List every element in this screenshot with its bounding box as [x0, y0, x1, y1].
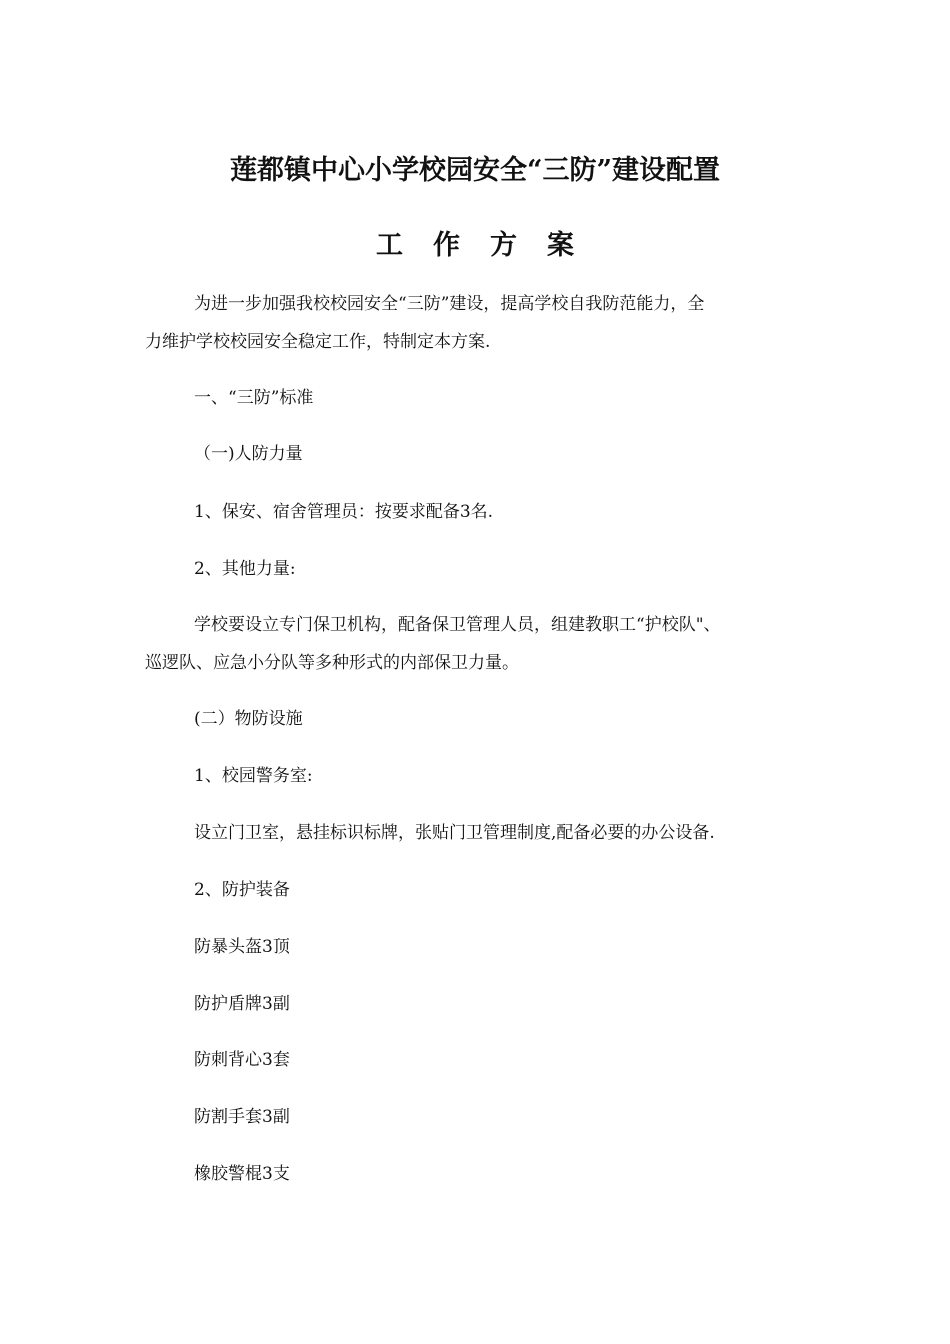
- paragraph-security-org-line1: 学校要设立专门保卫机构，配备保卫管理人员，组建教职工“护校队"、: [194, 615, 721, 635]
- document-title: 莲都镇中心小学校园安全“三防”建设配置: [229, 155, 721, 186]
- list-item-police-room: 1、校园警务室:: [194, 766, 313, 786]
- document-subtitle: 工作方案: [376, 230, 604, 261]
- subsection-heading-manpower: （一)人防力量: [194, 444, 303, 464]
- list-item-security-staff: 1、保安、宿舍管理员：按要求配备3名.: [194, 502, 494, 522]
- intro-paragraph-line1: 为进一步加强我校校园安全“三防”建设，提高学校自我防范能力，全: [194, 294, 705, 314]
- list-item-other-forces: 2、其他力量:: [194, 559, 296, 579]
- equipment-item-vest: 防刺背心3套: [194, 1050, 290, 1070]
- equipment-item-helmet: 防暴头盔3顶: [194, 937, 290, 957]
- section-heading-standards: 一、“三防”标准: [194, 388, 314, 408]
- paragraph-guard-room: 设立门卫室，悬挂标识标牌，张贴门卫管理制度,配备必要的办公设备.: [194, 823, 715, 843]
- equipment-item-gloves: 防割手套3副: [194, 1107, 290, 1127]
- equipment-item-baton: 橡胶警棍3支: [194, 1164, 290, 1184]
- equipment-item-shield: 防护盾牌3副: [194, 994, 290, 1014]
- paragraph-security-org-line2: 巡逻队、应急小分队等多种形式的内部保卫力量。: [145, 653, 519, 673]
- intro-paragraph-line2: 力维护学校校园安全稳定工作，特制定本方案.: [145, 332, 491, 352]
- list-item-protective-equipment: 2、防护装备: [194, 880, 290, 900]
- subsection-heading-facilities: (二）物防设施: [194, 709, 303, 729]
